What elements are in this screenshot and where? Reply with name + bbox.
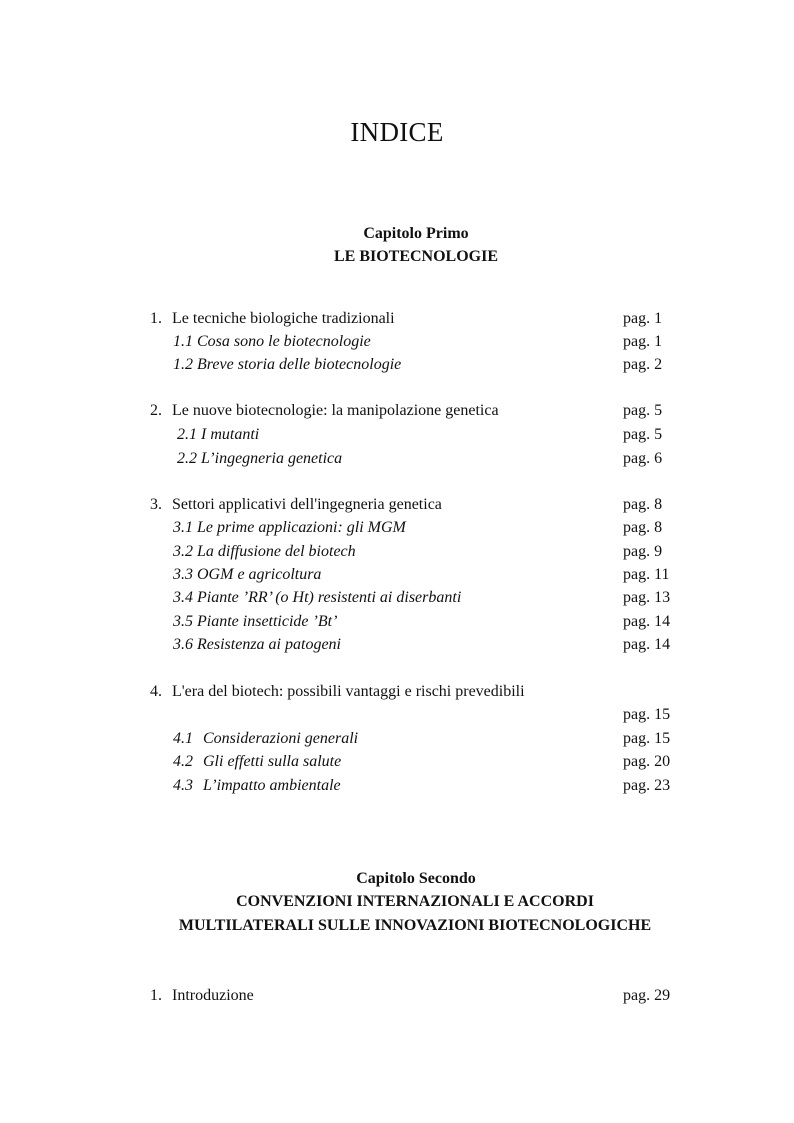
entry-label: Considerazioni generali: [203, 730, 359, 747]
entry-page: pag. 1: [623, 333, 663, 350]
entry-label: Cosa sono le biotecnologie: [197, 333, 371, 350]
entry-number: 1.: [150, 987, 162, 1004]
entry-label: Breve storia delle biotecnologie: [197, 356, 402, 373]
toc-entry[interactable]: [150, 307, 680, 330]
entry-label: Piante ’RR’ (o Ht) resistenti ai diserbanti: [197, 589, 462, 606]
entry-number: 4.2: [173, 753, 193, 770]
entry-label: Le prime applicazioni: gli MGM: [197, 519, 406, 536]
entry-label: L’impatto ambientale: [203, 777, 341, 794]
entry-page: pag. 20: [623, 753, 671, 770]
toc-entry[interactable]: [150, 680, 680, 726]
toc-entry[interactable]: [150, 330, 680, 353]
entry-number: 4.3: [173, 777, 193, 794]
entry-number: 3.: [150, 496, 162, 513]
entry-page: pag. 8: [623, 519, 663, 536]
entry-number: 1.1: [173, 333, 193, 350]
entry-page: pag. 5: [623, 426, 663, 443]
entry-label: Gli effetti sulla salute: [203, 753, 342, 770]
toc-entry[interactable]: [150, 563, 680, 586]
toc-entry[interactable]: [150, 399, 680, 422]
toc-entry[interactable]: [150, 727, 680, 750]
toc-entry[interactable]: [150, 774, 680, 797]
toc-entry[interactable]: [150, 610, 680, 633]
entry-page: pag. 14: [623, 613, 671, 630]
chapter-1-heading: Capitolo Primo: [363, 225, 469, 242]
entry-label: Le nuove biotecnologie: la manipolazione genetica: [172, 402, 499, 419]
chapter-1-subtitle: LE BIOTECNOLOGIE: [333, 248, 499, 265]
toc-entry[interactable]: [150, 423, 680, 446]
entry-number: 2.: [150, 402, 162, 419]
entry-label: Le tecniche biologiche tradizionali: [172, 310, 395, 327]
entry-number: 3.1: [173, 519, 193, 536]
entry-page: pag. 1: [623, 310, 663, 327]
toc-entry[interactable]: [150, 353, 680, 376]
entry-page: pag. 15: [623, 706, 671, 723]
toc-entry[interactable]: [150, 984, 680, 1007]
entry-page: pag. 9: [623, 543, 663, 560]
entry-label: La diffusione del biotech: [197, 543, 356, 560]
entry-number: 1.: [150, 310, 162, 327]
entry-page: pag. 8: [623, 496, 663, 513]
entry-label: L’ingegneria genetica: [201, 450, 343, 467]
entry-label: Resistenza ai patogeni: [197, 636, 341, 653]
entry-number: 2.1: [177, 426, 197, 443]
entry-number: 1.2: [173, 356, 193, 373]
page-title: INDICE: [350, 117, 444, 147]
entry-number: 2.2: [177, 450, 197, 467]
toc-entry[interactable]: [150, 586, 680, 609]
entry-label: Piante insetticide ’Bt’: [197, 613, 338, 630]
entry-page: pag. 23: [623, 777, 671, 794]
toc-entry[interactable]: [150, 750, 680, 773]
entry-page: pag. 15: [623, 730, 671, 747]
chapter-2-subtitle-line-2: MULTILATERALI SULLE INNOVAZIONI BIOTECNOLOGICHE: [178, 917, 652, 934]
entry-number: 4.1: [173, 730, 193, 747]
entry-page: pag. 2: [623, 356, 663, 373]
entry-number: 3.4: [173, 589, 193, 606]
entry-label: Introduzione: [172, 987, 254, 1004]
entry-number: 3.5: [173, 613, 193, 630]
toc-entry[interactable]: [150, 447, 680, 470]
entry-number: 3.3: [173, 566, 193, 583]
toc-entry[interactable]: [150, 633, 680, 656]
chapter-2-heading: Capitolo Secondo: [356, 870, 476, 887]
entry-page: pag. 5: [623, 402, 663, 419]
entry-number: 3.6: [173, 636, 193, 653]
entry-page: pag. 11: [623, 566, 670, 583]
entry-label: OGM e agricoltura: [197, 566, 322, 583]
entry-page: pag. 6: [623, 450, 663, 467]
entry-page: pag. 13: [623, 589, 671, 606]
toc-entry[interactable]: [150, 516, 680, 539]
entry-label: Settori applicativi dell'ingegneria genetica: [172, 496, 442, 513]
toc-entry[interactable]: [150, 493, 680, 516]
entry-label: L'era del biotech: possibili vantaggi e rischi prevedibili: [172, 683, 525, 700]
entry-number: 3.2: [173, 543, 193, 560]
entry-number: 4.: [150, 683, 162, 700]
entry-page: pag. 29: [623, 987, 671, 1004]
toc-entry[interactable]: [150, 540, 680, 563]
chapter-2-subtitle-line-1: CONVENZIONI INTERNAZIONALI E ACCORDI: [236, 893, 594, 910]
entry-label: I mutanti: [201, 426, 260, 443]
entry-page: pag. 14: [623, 636, 671, 653]
